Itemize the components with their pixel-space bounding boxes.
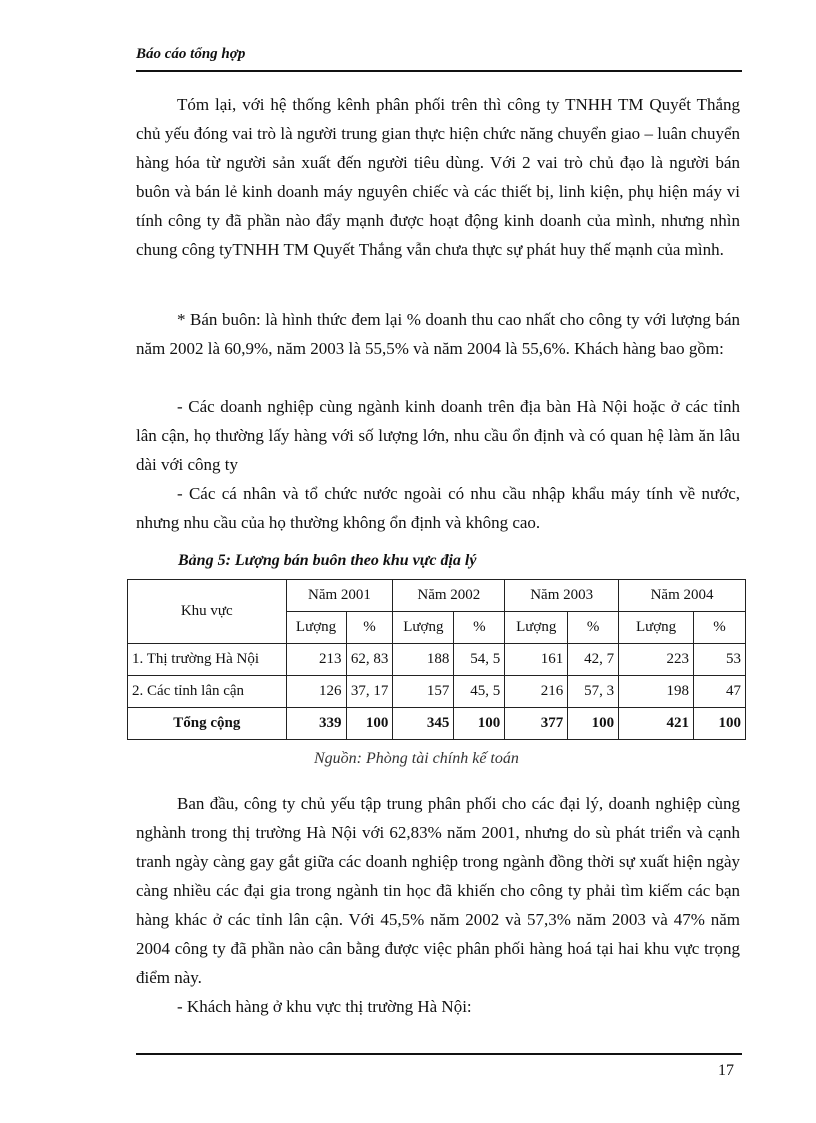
table-source-note: Nguồn: Phòng tài chính kế toán (314, 750, 519, 767)
quantity-header: Lượng (619, 612, 694, 644)
percent-header: % (454, 612, 505, 644)
paragraph-enterprise-customers: - Các doanh nghiệp cùng ngành kinh doanh trên địa bàn Hà Nội hoặc ở các tỉnh lân cận, họ thường lấy hàng với số lượng lớn, nhu cầu ổn định và có quan hệ làm ăn lâu dài với công ty (136, 397, 740, 474)
paragraph-foreign-customers: - Các cá nhân và tổ chức nước ngoài có nhu cầu nhập khẩu máy tính về nước, nhưng nhu cầu của họ thường không ổn định và không cao. (136, 484, 740, 532)
value-cell: 216 (505, 676, 568, 708)
year-header: Năm 2004 (619, 580, 746, 612)
quantity-header: Lượng (286, 612, 346, 644)
percent-header: % (568, 612, 619, 644)
value-cell: 161 (505, 644, 568, 676)
value-cell: 53 (694, 644, 746, 676)
value-cell: 223 (619, 644, 694, 676)
total-value-cell: 100 (694, 708, 746, 740)
value-cell: 62, 83 (346, 644, 393, 676)
year-header: Năm 2002 (393, 580, 505, 612)
total-value-cell: 377 (505, 708, 568, 740)
year-header: Năm 2003 (505, 580, 619, 612)
total-value-cell: 421 (619, 708, 694, 740)
header-divider (136, 70, 742, 72)
value-cell: 37, 17 (346, 676, 393, 708)
table-total-row (128, 708, 746, 740)
region-cell: 2. Các tỉnh lân cận (128, 676, 287, 708)
table-caption: Bảng 5: Lượng bán buôn theo khu vực địa lý (178, 552, 477, 569)
value-cell: 42, 7 (568, 644, 619, 676)
total-value-cell: 339 (286, 708, 346, 740)
paragraph-wholesale: * Bán buôn: là hình thức đem lại % doanh thu cao nhất cho công ty với lượng bán năm 2002 là 60,9%, năm 2003 là 55,5% và năm 2004 là 55,6%. Khách hàng bao gồm: (136, 310, 740, 358)
total-value-cell: 100 (454, 708, 505, 740)
quantity-header: Lượng (393, 612, 454, 644)
page-header-title: Báo cáo tổng hợp (136, 46, 246, 62)
year-header: Năm 2001 (286, 580, 393, 612)
total-label: Tổng cộng (128, 708, 287, 740)
region-cell: 1. Thị trường Hà Nội (128, 644, 287, 676)
percent-header: % (346, 612, 393, 644)
wholesale-by-region-table (127, 579, 746, 740)
paragraph-summary: Tóm lại, với hệ thống kênh phân phối trên thì công ty TNHH TM Quyết Thắng chủ yếu đóng vai trò là người trung gian thực hiện chức năng chuyển giao – luân chuyển hàng hóa từ người sản xuất đến người tiêu dùng. Với 2 vai trò chủ đạo là người bán buôn và bán lẻ kinh doanh máy nguyên chiếc và các thiết bị, linh kiện, phụ hiện máy vi tính công ty đã phần nào đẩy mạnh được hoạt động kinh doanh của mình, nhưng nhìn chung công tyTNHH TM Quyết Thắng vẫn chưa thực sự phát huy thế mạnh của mình. (136, 95, 740, 259)
value-cell: 47 (694, 676, 746, 708)
value-cell: 213 (286, 644, 346, 676)
paragraph-distribution-history: Ban đầu, công ty chủ yếu tập trung phân phối cho các đại lý, doanh nghiệp cùng nghành trong thị trường Hà Nội với 62,83% năm 2001, nhưng do sù phát triển và cạnh tranh ngày càng gay gắt giữa các doanh nghiệp trong ngành đồng thời sự xuất hiện ngày càng nhiều các đại gia trong ngành tin học đã khiến cho công ty phải tìm kiếm các bạn hàng khác ở các tỉnh lân cận. Với 45,5% năm 2002 và 57,3% năm 2003 và 47% năm 2004 công ty đã phần nào cân bằng được việc phân phối hàng hoá tại hai khu vực trọng điểm này. (136, 794, 740, 987)
value-cell: 157 (393, 676, 454, 708)
total-value-cell: 100 (568, 708, 619, 740)
table-row (128, 644, 746, 676)
value-cell: 54, 5 (454, 644, 505, 676)
page-number: 17 (718, 1062, 734, 1079)
paragraph-hanoi-customers: - Khách hàng ở khu vực thị trường Hà Nội: (177, 997, 472, 1016)
footer-divider (136, 1053, 742, 1055)
value-cell: 188 (393, 644, 454, 676)
table-row (128, 676, 746, 708)
quantity-header: Lượng (505, 612, 568, 644)
region-column-header: Khu vực (128, 580, 287, 644)
total-value-cell: 100 (346, 708, 393, 740)
value-cell: 45, 5 (454, 676, 505, 708)
value-cell: 126 (286, 676, 346, 708)
percent-header: % (694, 612, 746, 644)
value-cell: 57, 3 (568, 676, 619, 708)
table-header-row (128, 580, 746, 612)
total-value-cell: 345 (393, 708, 454, 740)
value-cell: 198 (619, 676, 694, 708)
